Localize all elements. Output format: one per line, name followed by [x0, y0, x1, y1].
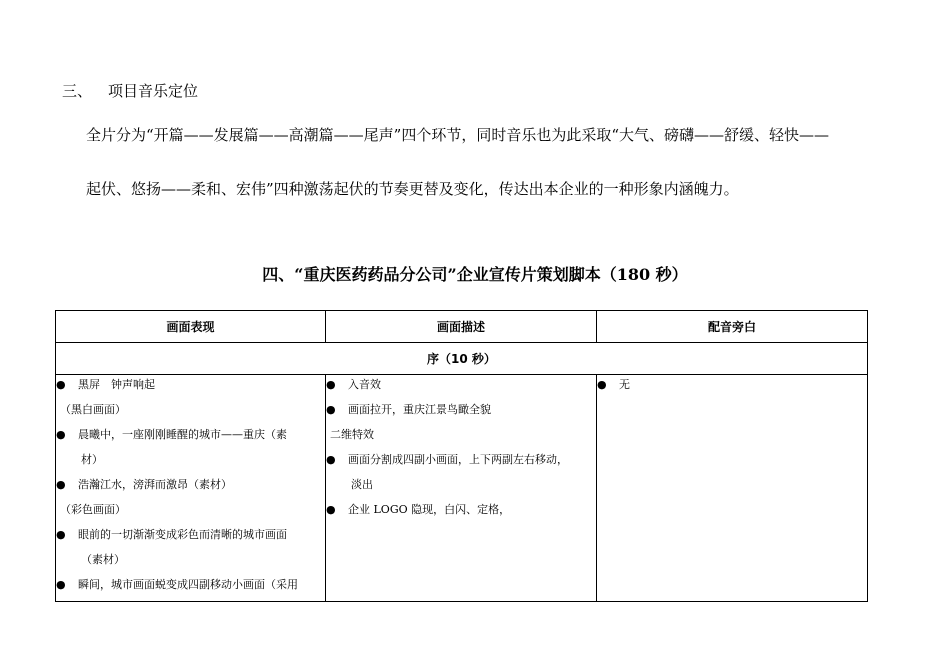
- bullet-icon: ●: [326, 453, 336, 466]
- segment-title: 序（10 秒）: [56, 343, 868, 375]
- list-item: [56, 401, 325, 426]
- list-item-text: 无: [619, 378, 630, 391]
- script-title: 四、“重庆医药药品分公司”企业宣传片策划脚本（180 秒）: [262, 265, 688, 284]
- bullet-icon: ●: [326, 403, 336, 416]
- bullet-icon: ●: [56, 578, 66, 591]
- list-item: [56, 551, 325, 576]
- section-3-number: 三、: [62, 82, 93, 100]
- description-lines: [326, 375, 596, 526]
- music-paragraph-line-2: 起伏、悠扬——柔和、宏伟”四种激荡起伏的节奏更替及变化，传达出本企业的一种形象内涵魄力。: [86, 180, 739, 198]
- voiceover-cell: [597, 375, 868, 602]
- section-3-heading: [62, 80, 198, 102]
- list-item-text: 晨曦中，一座刚刚睡醒的城市——重庆（素: [78, 428, 287, 441]
- list-item: [56, 476, 325, 501]
- visual-lines: [56, 375, 325, 601]
- list-item-text: 二维特效: [330, 428, 374, 441]
- list-item-text: 淡出: [351, 478, 373, 491]
- list-item: [56, 526, 325, 551]
- bullet-icon: ●: [56, 478, 66, 491]
- list-item-text: 材）: [81, 453, 103, 466]
- voiceover-lines: [597, 375, 867, 401]
- list-item-text: 瞬间，城市画面蜕变成四副移动小画面（采用: [78, 578, 298, 591]
- header-visual: 画面表现: [56, 311, 326, 343]
- bullet-icon: ●: [597, 378, 607, 391]
- segment-row: [56, 343, 868, 375]
- bullet-icon: ●: [326, 378, 336, 391]
- list-item-text: 企业 LOGO 隐现，白闪、定格，: [348, 503, 511, 516]
- description-cell: [326, 375, 597, 602]
- list-item: [56, 451, 325, 476]
- bullet-icon: ●: [56, 378, 66, 391]
- list-item-text: 入音效: [348, 378, 381, 391]
- visual-cell: [56, 375, 326, 602]
- list-item: [326, 426, 596, 451]
- list-item: [326, 401, 596, 426]
- list-item-text: 画面拉开，重庆江景鸟瞰全貌: [348, 403, 491, 416]
- list-item-text: 浩瀚江水，滂湃而激昂（素材）: [78, 478, 232, 491]
- list-item: [56, 576, 325, 601]
- header-voiceover: 配音旁白: [597, 311, 868, 343]
- list-item-text: 黑屏 钟声响起: [78, 378, 155, 391]
- list-item: [597, 376, 867, 401]
- list-item: [326, 451, 596, 476]
- table-header-row: [56, 311, 868, 343]
- script-table: [55, 310, 868, 602]
- table-row: [56, 375, 868, 602]
- list-item: [56, 426, 325, 451]
- list-item: [56, 501, 325, 526]
- music-paragraph-line-1: 全片分为“开篇——发展篇——高潮篇——尾声”四个环节，同时音乐也为此采取“大气、磅礴——舒缓、轻快——: [86, 126, 830, 144]
- list-item-text: 眼前的一切渐渐变成彩色而清晰的城市画面: [78, 528, 287, 541]
- bullet-icon: ●: [56, 428, 66, 441]
- list-item-text: （彩色画面）: [60, 503, 126, 516]
- list-item-text: （素材）: [81, 553, 125, 566]
- bullet-icon: ●: [56, 528, 66, 541]
- list-item: [326, 476, 596, 501]
- list-item-text: 画面分割成四副小画面，上下两副左右移动，: [348, 453, 568, 466]
- bullet-icon: ●: [326, 503, 336, 516]
- list-item: [326, 376, 596, 401]
- list-item-text: （黑白画面）: [60, 403, 126, 416]
- section-3-title: 项目音乐定位: [108, 82, 199, 100]
- list-item: [326, 501, 596, 526]
- header-description: 画面描述: [326, 311, 597, 343]
- list-item: [56, 376, 325, 401]
